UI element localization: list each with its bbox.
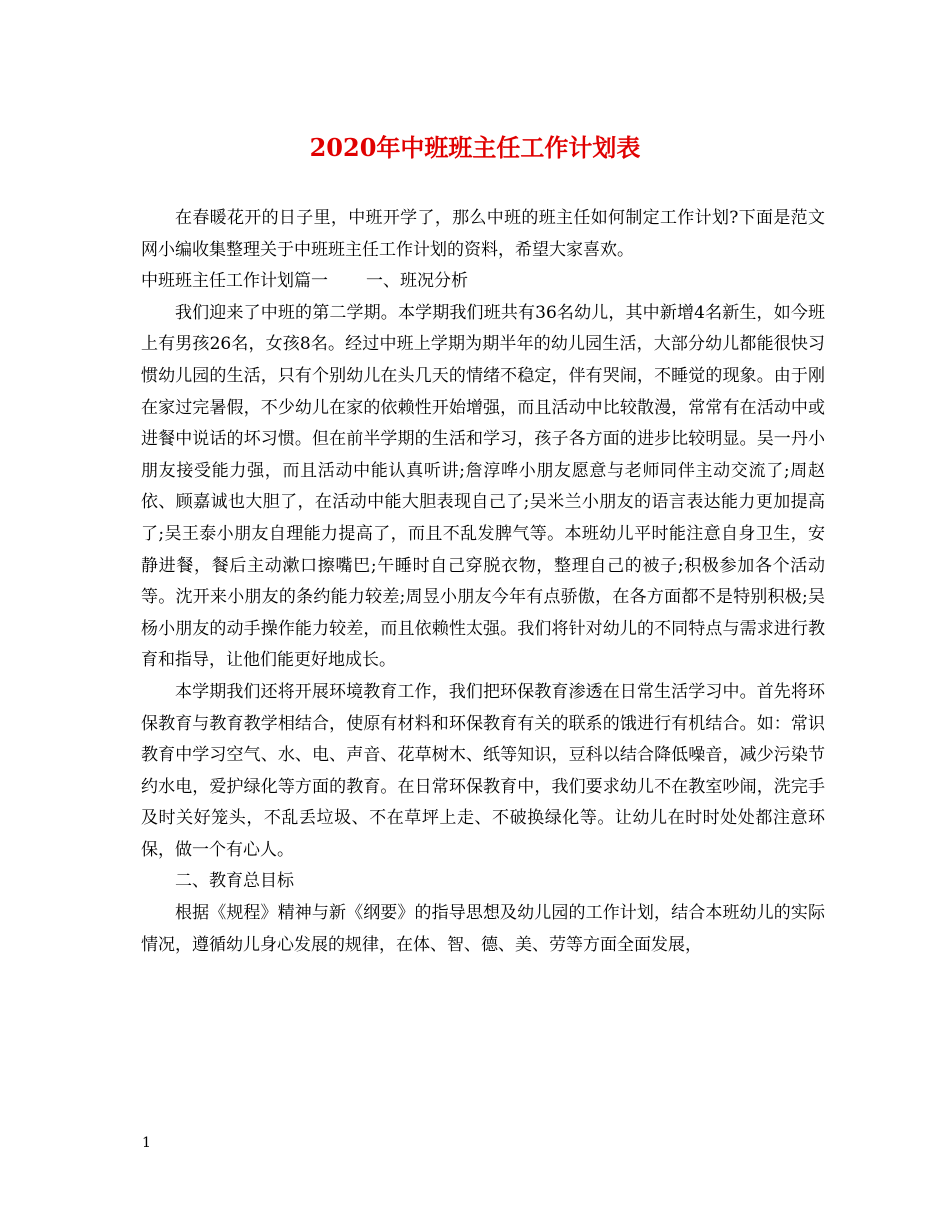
paragraph-environment-education: 本学期我们还将开展环境教育工作，我们把环保教育渗透在日常生活学习中。首先将环保教育与教育教学相结合，使原有材料和环保教育有关的联系的饿进行有机结合。如：常识教育中学习空气、水、电、声音、花草树木、纸等知识，豆科以结合降低噪音，减少污染节约水电，爱护绿化等方面的教育。在日常环保教育中，我们要求幼儿不在教室吵闹，洗完手及时关好笼头，不乱丢垃圾、不在草坪上走、不破换绿化等。让幼儿在时时处处都注意环保，做一个有心人。: [141, 681, 825, 860]
subsection-heading-2: 二、教育总目标: [175, 871, 294, 892]
intro-paragraph: 在春暖花开的日子里，中班开学了，那么中班的班主任如何制定工作计划?下面是范文网小编收集整理关于中班班主任工作计划的资料，希望大家喜欢。: [141, 208, 825, 260]
document-body: [141, 203, 825, 961]
subsection-heading-1: 一、班况分析: [366, 271, 468, 292]
paragraph-education-goals: 根据《规程》精神与新《纲要》的指导思想及幼儿园的工作计划，结合本班幼儿的实际情况，遵循幼儿身心发展的规律，在体、智、德、美、劳等方面全面发展，: [141, 903, 825, 955]
page-number: 1: [142, 1135, 151, 1151]
section-heading-line: [141, 266, 825, 298]
section-label: 中班班主任工作计划篇一: [141, 271, 328, 292]
document-title: 2020年中班班主任工作计划表: [309, 133, 641, 162]
paragraph-class-analysis: 我们迎来了中班的第二学期。本学期我们班共有36名幼儿，其中新增4名新生，如今班上有男孩26名，女孩8名。经过中班上学期为期半年的幼儿园生活，大部分幼儿都能很快习惯幼儿园的生活，只有个别幼儿在头几天的情绪不稳定，伴有哭闹，不睡觉的现象。由于刚在家过完暑假，不少幼儿在家的依赖性开始增强，而且活动中比较散漫，常常有在活动中或进餐中说话的坏习惯。但在前半学期的生活和学习，孩子各方面的进步比较明显。吴一丹小朋友接受能力强，而且活动中能认真听讲;詹淳哗小朋友愿意与老师同伴主动交流了;周赵依、顾嘉诚也大胆了，在活动中能大胆表现自己了;吴米兰小朋友的语言表达能力更加提高了;吴王泰小朋友自理能力提高了，而且不乱发脾气等。本班幼儿平时能注意自身卫生，安静进餐，餐后主动漱口擦嘴巴;午睡时自己穿脱衣物，整理自己的被子;积极参加各个活动等。沈开来小朋友的条约能力较差;周昱小朋友今年有点骄傲，在各方面都不是特别积极;吴杨小朋友的动手操作能力较差，而且依赖性太强。我们将针对幼儿的不同特点与需求进行教育和指导，让他们能更好地成长。: [141, 302, 825, 671]
